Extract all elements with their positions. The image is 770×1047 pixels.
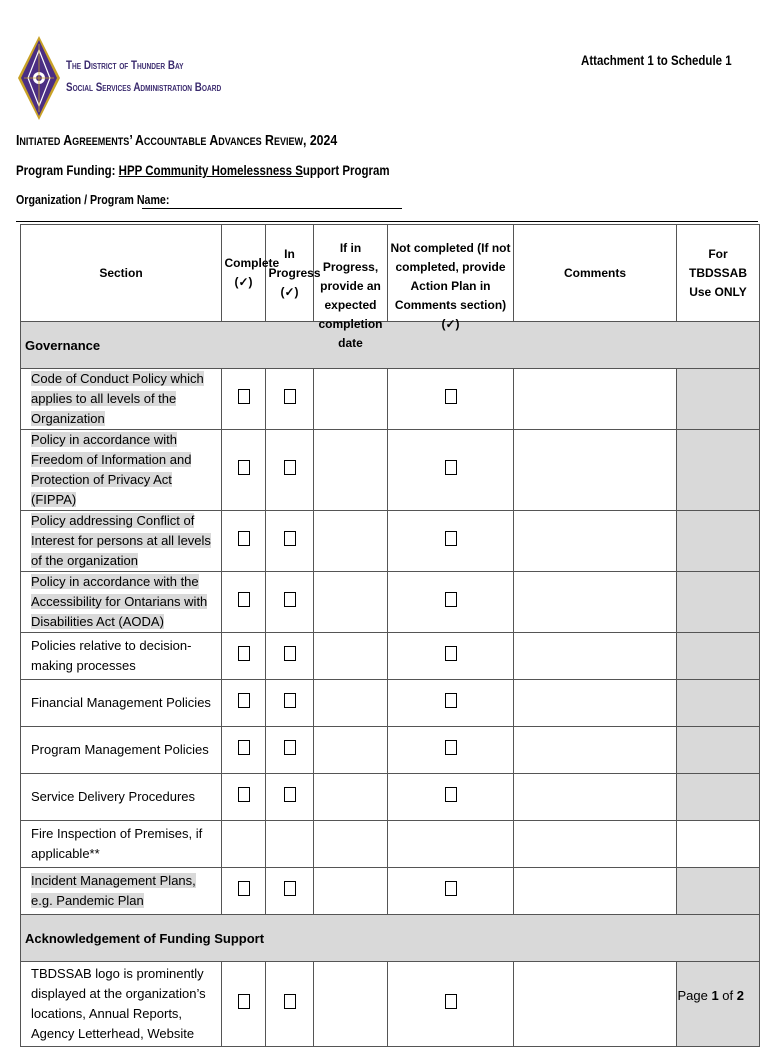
expected-date-cell[interactable] bbox=[314, 572, 388, 633]
expected-date-cell[interactable] bbox=[314, 727, 388, 774]
tbdssab-cell bbox=[677, 821, 760, 868]
not-completed-checkbox[interactable] bbox=[388, 369, 514, 430]
checkbox[interactable] bbox=[238, 740, 250, 755]
checkbox[interactable] bbox=[238, 994, 250, 1009]
checkbox[interactable] bbox=[238, 787, 250, 802]
not-completed-checkbox[interactable] bbox=[388, 868, 514, 915]
comments-cell[interactable] bbox=[514, 868, 677, 915]
checkbox[interactable] bbox=[238, 693, 250, 708]
header-section: Section bbox=[21, 225, 222, 322]
checkbox[interactable] bbox=[284, 389, 296, 404]
checkbox[interactable] bbox=[238, 592, 250, 607]
complete-checkbox[interactable] bbox=[222, 511, 266, 572]
item-label-text: Program Management Policies bbox=[31, 742, 209, 757]
checkbox[interactable] bbox=[445, 389, 457, 404]
complete-checkbox[interactable] bbox=[222, 369, 266, 430]
in-progress-checkbox[interactable] bbox=[266, 511, 314, 572]
comments-cell[interactable] bbox=[514, 369, 677, 430]
checkbox[interactable] bbox=[284, 994, 296, 1009]
section-label: Governance bbox=[21, 322, 760, 369]
comments-cell[interactable] bbox=[514, 962, 677, 1047]
document-title: Initiated Agreements’ Accountable Advances Review, 2024 bbox=[16, 132, 338, 149]
not-completed-checkbox[interactable] bbox=[388, 633, 514, 680]
org-name-line2: Social Services Administration Board bbox=[66, 80, 222, 94]
comments-cell[interactable] bbox=[514, 727, 677, 774]
checkbox[interactable] bbox=[284, 646, 296, 661]
header-tbdssab: For TBDSSAB Use ONLY bbox=[677, 225, 760, 322]
expected-date-cell[interactable] bbox=[314, 821, 388, 868]
expected-date-cell[interactable] bbox=[314, 430, 388, 511]
checkbox[interactable] bbox=[238, 881, 250, 896]
table-row bbox=[21, 962, 760, 1047]
checkbox[interactable] bbox=[445, 881, 457, 896]
in-progress-checkbox[interactable] bbox=[266, 572, 314, 633]
comments-cell[interactable] bbox=[514, 680, 677, 727]
divider bbox=[16, 221, 758, 222]
header-complete: Complete (✓) bbox=[222, 225, 266, 322]
table-row bbox=[21, 680, 760, 727]
comments-cell[interactable] bbox=[514, 511, 677, 572]
not-completed-checkbox[interactable] bbox=[388, 430, 514, 511]
in-progress-checkbox[interactable] bbox=[266, 962, 314, 1047]
tbdssab-cell bbox=[677, 727, 760, 774]
tbdssab-cell bbox=[677, 962, 760, 1047]
item-label-text: Policy in accordance with Freedom of Information and Protection of Privacy Act (FIPPA) bbox=[31, 432, 192, 507]
in-progress-checkbox[interactable] bbox=[266, 369, 314, 430]
item-label-text: Fire Inspection of Premises, if applicable** bbox=[31, 826, 203, 861]
item-label bbox=[21, 572, 222, 633]
not-completed-checkbox[interactable] bbox=[388, 727, 514, 774]
not-completed-checkbox[interactable] bbox=[388, 962, 514, 1047]
checkbox[interactable] bbox=[445, 460, 457, 475]
not-completed-checkbox[interactable] bbox=[388, 511, 514, 572]
item-label bbox=[21, 821, 222, 868]
tbdssab-cell bbox=[677, 369, 760, 430]
checkbox[interactable] bbox=[238, 531, 250, 546]
checkbox[interactable] bbox=[284, 592, 296, 607]
item-label-text: Policy addressing Conflict of Interest for persons at all levels of the organization bbox=[31, 513, 211, 568]
item-label-text: Incident Management Plans, e.g. Pandemic Plan bbox=[31, 873, 196, 908]
table-row bbox=[21, 511, 760, 572]
in-progress-checkbox[interactable] bbox=[266, 633, 314, 680]
checkbox[interactable] bbox=[284, 460, 296, 475]
expected-date-cell[interactable] bbox=[314, 962, 388, 1047]
in-progress-checkbox[interactable] bbox=[266, 430, 314, 511]
in-progress-checkbox[interactable] bbox=[266, 774, 314, 821]
in-progress-cell[interactable] bbox=[266, 821, 314, 868]
expected-date-cell[interactable] bbox=[314, 633, 388, 680]
complete-checkbox[interactable] bbox=[222, 727, 266, 774]
not-completed-checkbox[interactable] bbox=[388, 774, 514, 821]
section-row-acknowledgement bbox=[21, 915, 760, 962]
comments-cell[interactable] bbox=[514, 774, 677, 821]
in-progress-checkbox[interactable] bbox=[266, 680, 314, 727]
item-label bbox=[21, 868, 222, 915]
checkbox[interactable] bbox=[284, 740, 296, 755]
checkbox[interactable] bbox=[284, 531, 296, 546]
complete-checkbox[interactable] bbox=[222, 633, 266, 680]
tbdssab-cell bbox=[677, 680, 760, 727]
item-label-text: Policies relative to decision-making processes bbox=[31, 638, 192, 673]
table-row bbox=[21, 633, 760, 680]
item-label-text: TBDSSAB logo is prominently displayed at the organization’s locations, Annual Reports, Agency Letterhead, Website bbox=[31, 966, 206, 1041]
checkbox[interactable] bbox=[445, 592, 457, 607]
org-name-line1: The District of Thunder Bay bbox=[66, 58, 184, 72]
checkbox[interactable] bbox=[284, 881, 296, 896]
comments-cell[interactable] bbox=[514, 633, 677, 680]
checkbox[interactable] bbox=[445, 740, 457, 755]
item-label bbox=[21, 774, 222, 821]
item-label bbox=[21, 633, 222, 680]
checkbox[interactable] bbox=[445, 994, 457, 1009]
organization-name-field[interactable] bbox=[142, 208, 402, 209]
expected-date-cell[interactable] bbox=[314, 511, 388, 572]
in-progress-checkbox[interactable] bbox=[266, 868, 314, 915]
item-label bbox=[21, 680, 222, 727]
not-completed-cell[interactable] bbox=[388, 821, 514, 868]
item-label bbox=[21, 369, 222, 430]
tbdssab-logo bbox=[16, 34, 62, 122]
table-row bbox=[21, 774, 760, 821]
expected-date-cell[interactable] bbox=[314, 680, 388, 727]
program-funding: Program Funding: HPP Community Homelessness Support Program bbox=[16, 162, 390, 178]
comments-cell[interactable] bbox=[514, 572, 677, 633]
item-label bbox=[21, 430, 222, 511]
item-label-text: Service Delivery Procedures bbox=[31, 789, 196, 804]
checkbox[interactable] bbox=[238, 646, 250, 661]
checkbox[interactable] bbox=[238, 389, 250, 404]
section-label: Acknowledgement of Funding Support bbox=[21, 915, 760, 962]
tbdssab-cell bbox=[677, 633, 760, 680]
comments-cell[interactable] bbox=[514, 821, 677, 868]
checkbox[interactable] bbox=[445, 531, 457, 546]
in-progress-checkbox[interactable] bbox=[266, 727, 314, 774]
complete-checkbox[interactable] bbox=[222, 680, 266, 727]
expected-date-cell[interactable] bbox=[314, 369, 388, 430]
item-label bbox=[21, 727, 222, 774]
header-not-completed: Not completed (If not completed, provide Action Plan in Comments section) (✓) bbox=[388, 225, 514, 322]
not-completed-checkbox[interactable] bbox=[388, 680, 514, 727]
complete-checkbox[interactable] bbox=[222, 430, 266, 511]
table-row bbox=[21, 727, 760, 774]
organization-name-label: Organization / Program Name: bbox=[16, 192, 170, 207]
tbdssab-cell bbox=[677, 774, 760, 821]
comments-cell[interactable] bbox=[514, 430, 677, 511]
item-label bbox=[21, 962, 222, 1047]
expected-date-cell[interactable] bbox=[314, 774, 388, 821]
checkbox[interactable] bbox=[238, 460, 250, 475]
checkbox[interactable] bbox=[284, 693, 296, 708]
checkbox[interactable] bbox=[445, 787, 457, 802]
item-label-text: Code of Conduct Policy which applies to all levels of the Organization bbox=[31, 371, 204, 426]
table-header-row bbox=[21, 225, 760, 322]
attachment-label: Attachment 1 to Schedule 1 bbox=[581, 52, 732, 68]
item-label-text: Policy in accordance with the Accessibility for Ontarians with Disabilities Act (AODA) bbox=[31, 574, 208, 629]
table-row bbox=[21, 572, 760, 633]
complete-checkbox[interactable] bbox=[222, 774, 266, 821]
complete-cell[interactable] bbox=[222, 821, 266, 868]
checkbox[interactable] bbox=[445, 693, 457, 708]
tbdssab-cell bbox=[677, 430, 760, 511]
expected-date-cell[interactable] bbox=[314, 868, 388, 915]
tbdssab-cell bbox=[677, 572, 760, 633]
checkbox[interactable] bbox=[284, 787, 296, 802]
tbdssab-cell bbox=[677, 868, 760, 915]
item-label-text: Financial Management Policies bbox=[31, 695, 211, 710]
page-number: Page 1 of 2 bbox=[677, 988, 744, 1003]
complete-checkbox[interactable] bbox=[222, 962, 266, 1047]
table-row bbox=[21, 821, 760, 868]
not-completed-checkbox[interactable] bbox=[388, 572, 514, 633]
table-row bbox=[21, 369, 760, 430]
table-row bbox=[21, 868, 760, 915]
tbdssab-cell bbox=[677, 511, 760, 572]
review-table bbox=[20, 224, 760, 1047]
header-in-progress: In Progress (✓) bbox=[266, 225, 314, 322]
header-comments: Comments bbox=[514, 225, 677, 322]
item-label bbox=[21, 511, 222, 572]
table-row bbox=[21, 430, 760, 511]
complete-checkbox[interactable] bbox=[222, 572, 266, 633]
complete-checkbox[interactable] bbox=[222, 868, 266, 915]
checkbox[interactable] bbox=[445, 646, 457, 661]
header-if-in-progress: If in Progress, provide an expected completion date bbox=[314, 225, 388, 322]
